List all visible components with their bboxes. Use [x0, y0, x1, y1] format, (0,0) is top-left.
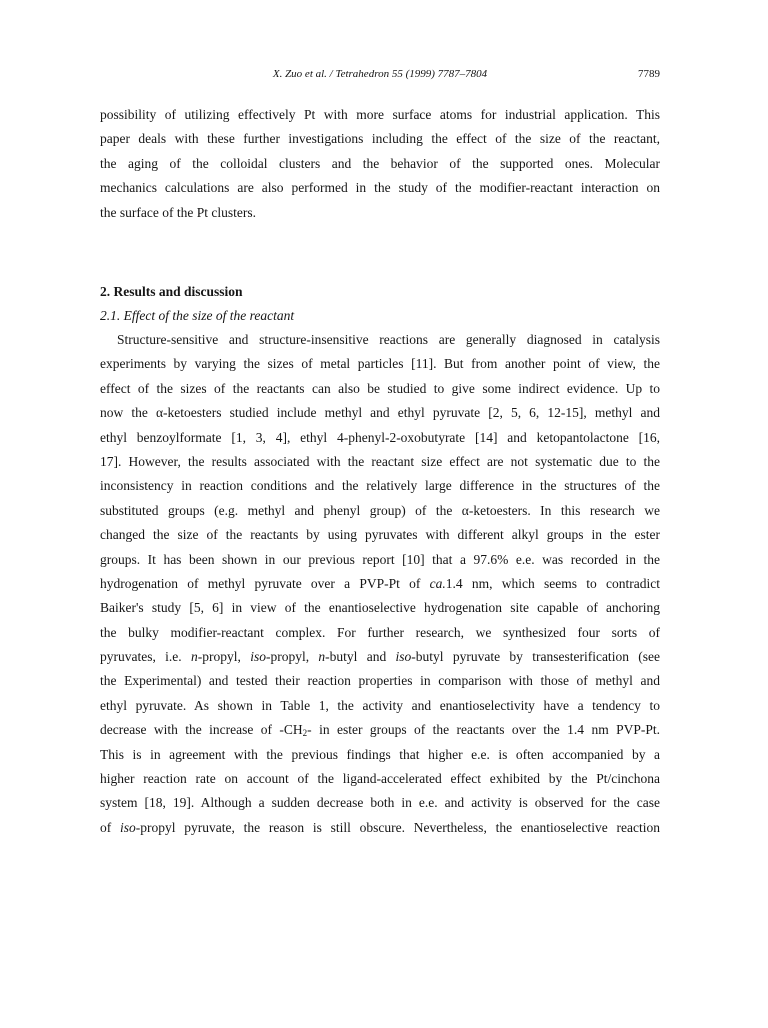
text-run: -butyl pyruvate by transesterification (see — [411, 649, 660, 665]
text-run: decrease with the increase of -CH — [100, 722, 303, 738]
paragraph-line: Baiker's study [5, 6] in view of the enantioselective hydrogenation site capable of anchoring — [100, 600, 660, 616]
italic-run: n — [318, 649, 326, 665]
paragraph-line: paper deals with these further investigations including the effect of the size of the reactant, — [100, 131, 660, 147]
text-run: -propyl pyruvate, the reason is still obscure. Nevertheless, the enantioselective reaction — [135, 819, 660, 835]
paragraph-line: the aging of the colloidal clusters and the behavior of the supported ones. Molecular — [100, 155, 660, 171]
paragraph-line: effect of the sizes of the reactants can also be studied to give some indirect evidence. Up to — [100, 380, 660, 396]
italic-run: n — [191, 649, 198, 665]
paragraph-line: system [18, 19]. Although a sudden decrease both in e.e. and activity is observed for the case — [100, 795, 660, 811]
paragraph-line: Structure-sensitive and structure-insensitive reactions are generally diagnosed in catalysis — [117, 332, 660, 347]
paragraph-line: experiments by varying the sizes of metal particles [11]. But from another point of view, the — [100, 356, 660, 372]
text-run: 1.4 nm, which seems to contradict — [445, 575, 660, 591]
paragraph-line: This is in agreement with the previous findings that higher e.e. is often accompanied by a — [100, 746, 660, 762]
paragraph-line: the Experimental) and tested their reaction properties in comparison with those of methyl and — [100, 673, 660, 689]
paragraph-line: inconsistency in reaction conditions and the relatively large difference in the structures of the — [100, 478, 660, 494]
text-run: - in ester groups of the reactants over the 1.4 nm PVP-Pt. — [307, 722, 661, 738]
main-paragraph — [100, 328, 660, 840]
text-run: -butyl and — [325, 649, 396, 665]
running-head-citation: X. Zuo et al. / Tetrahedron 55 (1999) 7787–7804 — [272, 68, 488, 80]
subscript-run: 2 — [302, 728, 308, 739]
text-run: of — [100, 819, 120, 835]
italic-run: iso — [395, 649, 412, 665]
paragraph-line: possibility of utilizing effectively Pt with more surface atoms for industrial application. This — [100, 107, 660, 122]
paragraph-line: higher reaction rate on account of the ligand-accelerated effect exhibited by the Pt/cinchona — [100, 771, 660, 787]
italic-run: ca. — [429, 575, 446, 591]
paragraph-line — [100, 572, 660, 596]
subsection-heading: 2.1. Effect of the size of the reactant — [100, 308, 295, 323]
paragraph-line: ethyl benzoylformate [1, 3, 4], ethyl 4-phenyl-2-oxobutyrate [14] and ketopantolactone [16, — [100, 429, 660, 445]
paragraph-line — [100, 718, 660, 742]
paragraph-line: now the α-ketoesters studied include methyl and ethyl pyruvate [2, 5, 6, 12-15], methyl and — [100, 405, 660, 421]
paragraph-line: changed the size of the reactants by using pyruvates with different alkyl groups in the ester — [100, 527, 660, 543]
paragraph-line: the surface of the Pt clusters. — [100, 204, 256, 220]
section-heading: 2. Results and discussion — [100, 284, 243, 299]
text-run: -propyl, — [197, 649, 251, 665]
paragraph-line: groups. It has been shown in our previous report [10] that a 97.6% e.e. was recorded in the — [100, 551, 660, 567]
paragraph-line: mechanics calculations are also performed in the study of the modifier-reactant interaction on — [100, 180, 660, 196]
italic-run: iso — [120, 819, 136, 835]
paragraph-line — [100, 645, 660, 669]
paragraph-line: substituted groups (e.g. methyl and phenyl group) of the α-ketoesters. In this research we — [100, 502, 660, 518]
text-run: hydrogenation of methyl pyruvate over a PVP-Pt of — [100, 575, 430, 591]
page-number: 7789 — [638, 68, 660, 80]
paragraph-line — [100, 816, 660, 840]
paragraph-line: the bulky modifier-reactant complex. For further research, we synthesized four sorts of — [100, 624, 660, 640]
text-run: pyruvates, i.e. — [100, 649, 191, 665]
text-run: -propyl, — [265, 649, 319, 665]
intro-paragraph — [100, 103, 660, 225]
running-head — [100, 68, 660, 84]
paragraph-line: 17]. However, the results associated with the reactant size effect are not systematic due to the — [100, 453, 660, 469]
italic-run: iso — [250, 649, 266, 665]
paragraph-line: ethyl pyruvate. As shown in Table 1, the activity and enantioselectivity have a tendency to — [100, 697, 660, 713]
